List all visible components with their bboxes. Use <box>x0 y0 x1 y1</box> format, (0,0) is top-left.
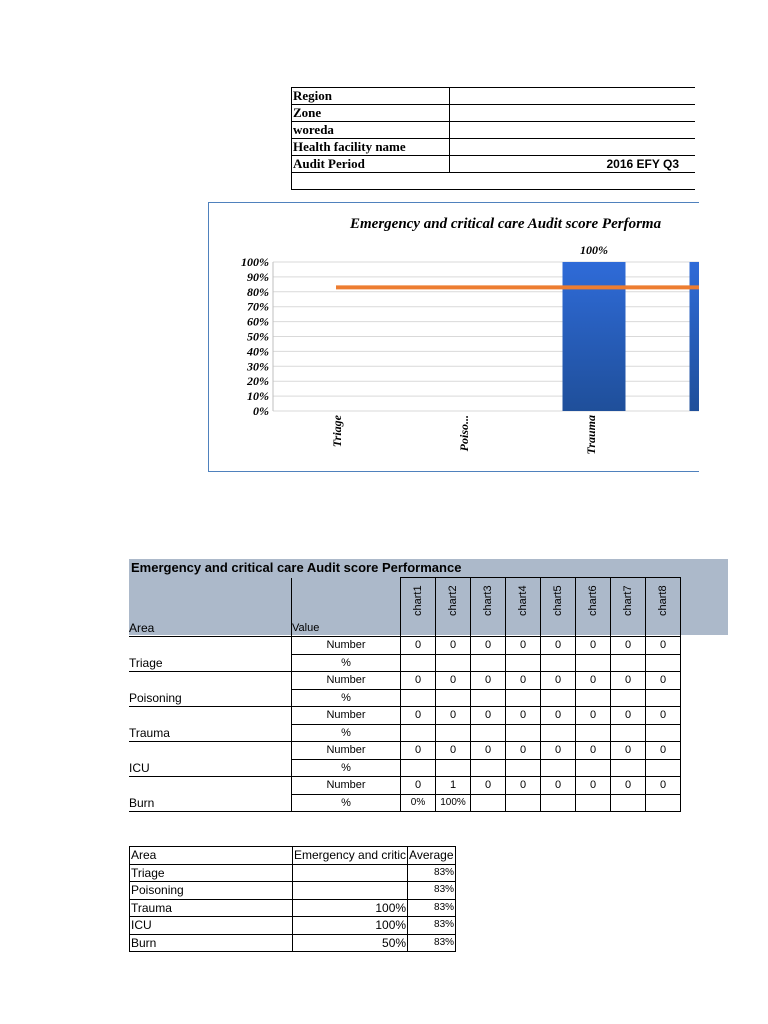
score-pct-cell <box>401 689 436 707</box>
score-pct-cell <box>401 759 436 777</box>
score-pct-cell <box>541 724 576 742</box>
avg-area: Poisoning <box>130 882 293 900</box>
chart-column-label: chart6 <box>587 585 599 616</box>
score-number-cell: 0 <box>541 637 576 655</box>
score-head-chart <box>576 578 611 637</box>
score-pct-cell <box>576 654 611 672</box>
score-pct-cell <box>436 724 471 742</box>
avg-score: 100% <box>293 917 408 935</box>
score-number-cell: 0 <box>436 637 471 655</box>
info-value <box>450 122 696 139</box>
score-number-cell: 0 <box>611 707 646 725</box>
score-number-cell: 0 <box>506 742 541 760</box>
score-pct-cell <box>436 689 471 707</box>
y-tick-label: 20% <box>247 374 269 389</box>
score-number-cell: 0 <box>646 707 681 725</box>
chart-column-label: chart7 <box>622 585 634 616</box>
score-pct-label: % <box>292 654 401 672</box>
score-number-cell: 0 <box>401 742 436 760</box>
score-number-cell: 0 <box>401 707 436 725</box>
score-number-cell: 0 <box>401 672 436 690</box>
score-pct-cell <box>506 724 541 742</box>
score-pct-label: % <box>292 759 401 777</box>
info-blank-cell <box>292 173 696 190</box>
avg-area: Burn <box>130 934 293 952</box>
score-number-cell: 0 <box>576 672 611 690</box>
score-row-number <box>129 637 681 655</box>
score-head-chart <box>541 578 576 637</box>
score-pct-label: % <box>292 724 401 742</box>
avg-header-row <box>130 847 456 865</box>
score-number-label: Number <box>292 777 401 795</box>
avg-head-cell: Average <box>408 847 456 865</box>
score-number-cell: 0 <box>576 707 611 725</box>
score-head-area: Area <box>129 578 292 637</box>
score-pct-label: % <box>292 689 401 707</box>
score-head-chart <box>646 578 681 637</box>
data-label: 100% <box>580 243 608 257</box>
score-pct-cell <box>576 689 611 707</box>
avg-average: 83% <box>408 882 456 900</box>
info-value <box>450 139 696 156</box>
score-row-number <box>129 742 681 760</box>
score-number-cell: 0 <box>506 777 541 795</box>
score-head-value: Value <box>292 578 401 637</box>
score-pct-cell <box>576 759 611 777</box>
score-pct-cell: 0% <box>401 794 436 812</box>
avg-area: Triage <box>130 864 293 882</box>
score-number-cell: 0 <box>471 672 506 690</box>
chart-canvas <box>209 203 699 471</box>
score-number-cell: 0 <box>541 742 576 760</box>
chart-title: Emergency and critical care Audit score Performa <box>350 216 662 232</box>
score-pct-cell <box>506 794 541 812</box>
facility-info-table <box>291 87 695 190</box>
avg-row <box>130 917 456 935</box>
avg-score <box>293 882 408 900</box>
score-pct-cell <box>646 794 681 812</box>
y-tick-label: 90% <box>247 269 269 284</box>
score-pct-cell <box>506 759 541 777</box>
score-pct-cell: 100% <box>436 794 471 812</box>
score-number-cell: 0 <box>506 707 541 725</box>
x-category-label: Triage <box>330 415 344 448</box>
avg-head-cell: Area <box>130 847 293 865</box>
score-pct-cell <box>471 794 506 812</box>
avg-average: 83% <box>408 917 456 935</box>
avg-area: Trauma <box>130 899 293 917</box>
score-number-cell: 0 <box>646 672 681 690</box>
info-blank-row <box>292 173 696 190</box>
y-tick-label: 80% <box>247 284 269 299</box>
score-pct-cell <box>436 654 471 672</box>
score-pct-cell <box>646 759 681 777</box>
score-head-chart <box>401 578 436 637</box>
score-pct-cell <box>401 654 436 672</box>
info-value <box>450 88 696 105</box>
chart-column-label: chart3 <box>482 585 494 616</box>
score-pct-cell <box>646 689 681 707</box>
score-pct-cell <box>541 689 576 707</box>
info-row <box>292 105 696 122</box>
score-pct-cell <box>611 689 646 707</box>
y-tick-label: 10% <box>247 389 269 404</box>
score-area: Trauma <box>129 707 292 742</box>
score-number-cell: 0 <box>646 742 681 760</box>
avg-area: ICU <box>130 917 293 935</box>
score-number-cell: 0 <box>646 637 681 655</box>
x-category-label: Poiso... <box>457 415 471 452</box>
score-number-label: Number <box>292 672 401 690</box>
score-number-label: Number <box>292 707 401 725</box>
score-number-cell: 0 <box>611 742 646 760</box>
info-value <box>450 105 696 122</box>
score-number-cell: 0 <box>436 672 471 690</box>
score-number-cell: 0 <box>471 777 506 795</box>
info-row <box>292 122 696 139</box>
avg-score: 100% <box>293 899 408 917</box>
info-label: woreda <box>292 122 450 139</box>
score-number-cell: 0 <box>541 672 576 690</box>
score-pct-cell <box>541 654 576 672</box>
avg-average: 83% <box>408 899 456 917</box>
score-pct-cell <box>471 759 506 777</box>
score-number-cell: 1 <box>436 777 471 795</box>
score-pct-label: % <box>292 794 401 812</box>
score-number-cell: 0 <box>576 637 611 655</box>
y-tick-label: 60% <box>247 314 269 329</box>
score-area: ICU <box>129 742 292 777</box>
info-label: Zone <box>292 105 450 122</box>
average-table <box>129 846 456 952</box>
score-number-cell: 0 <box>506 672 541 690</box>
score-header-row <box>129 578 681 637</box>
score-pct-cell <box>506 654 541 672</box>
score-number-cell: 0 <box>611 777 646 795</box>
score-number-cell: 0 <box>541 707 576 725</box>
score-number-cell: 0 <box>471 707 506 725</box>
score-number-cell: 0 <box>576 742 611 760</box>
score-table-title: Emergency and critical care Audit score Performance <box>131 560 462 575</box>
chart-column-label: chart2 <box>447 585 459 616</box>
score-number-cell: 0 <box>436 742 471 760</box>
info-row <box>292 88 696 105</box>
score-number-cell: 0 <box>506 637 541 655</box>
info-label: Health facility name <box>292 139 450 156</box>
score-area: Triage <box>129 637 292 672</box>
avg-score <box>293 864 408 882</box>
score-pct-cell <box>541 794 576 812</box>
avg-average: 83% <box>408 934 456 952</box>
y-tick-label: 70% <box>247 299 269 314</box>
score-pct-cell <box>646 724 681 742</box>
score-head-chart <box>611 578 646 637</box>
chart-column-label: chart4 <box>517 585 529 616</box>
chart-column-label: chart5 <box>552 585 564 616</box>
score-area: Burn <box>129 777 292 812</box>
score-pct-cell <box>471 724 506 742</box>
score-number-cell: 0 <box>611 672 646 690</box>
score-number-cell: 0 <box>401 637 436 655</box>
score-number-cell: 0 <box>611 637 646 655</box>
chart-bar <box>563 262 626 411</box>
score-table <box>129 577 681 812</box>
score-head-chart <box>471 578 506 637</box>
avg-row <box>130 882 456 900</box>
score-pct-cell <box>506 689 541 707</box>
avg-row <box>130 934 456 952</box>
score-pct-cell <box>611 759 646 777</box>
y-tick-label: 40% <box>247 344 269 359</box>
chart-bar <box>690 262 700 411</box>
y-tick-label: 30% <box>247 359 269 374</box>
audit-score-chart <box>208 202 699 472</box>
score-number-label: Number <box>292 742 401 760</box>
avg-score: 50% <box>293 934 408 952</box>
score-number-label: Number <box>292 637 401 655</box>
score-row-number <box>129 672 681 690</box>
chart-column-label: chart1 <box>412 585 424 616</box>
score-pct-cell <box>611 654 646 672</box>
score-number-cell: 0 <box>541 777 576 795</box>
score-row-number <box>129 707 681 725</box>
score-number-cell: 0 <box>471 637 506 655</box>
score-number-cell: 0 <box>436 707 471 725</box>
y-tick-label: 100% <box>241 255 269 269</box>
score-number-cell: 0 <box>401 777 436 795</box>
avg-head-cell: Emergency and critic <box>294 848 407 863</box>
info-label: Region <box>292 88 450 105</box>
info-row <box>292 139 696 156</box>
chart-column-label: chart8 <box>657 585 669 616</box>
score-pct-cell <box>541 759 576 777</box>
score-pct-cell <box>576 724 611 742</box>
score-number-cell: 0 <box>471 742 506 760</box>
score-pct-cell <box>611 794 646 812</box>
info-value: 2016 EFY Q3 <box>450 156 696 173</box>
score-pct-cell <box>576 794 611 812</box>
score-head-chart <box>506 578 541 637</box>
info-label: Audit Period <box>292 156 450 173</box>
score-pct-cell <box>401 724 436 742</box>
score-pct-cell <box>611 724 646 742</box>
score-pct-cell <box>646 654 681 672</box>
score-pct-cell <box>471 689 506 707</box>
score-pct-cell <box>471 654 506 672</box>
x-category-label: Trauma <box>584 415 598 455</box>
score-area: Poisoning <box>129 672 292 707</box>
score-number-cell: 0 <box>646 777 681 795</box>
avg-average: 83% <box>408 864 456 882</box>
avg-row <box>130 899 456 917</box>
score-row-number <box>129 777 681 795</box>
avg-row <box>130 864 456 882</box>
score-pct-cell <box>436 759 471 777</box>
score-number-cell: 0 <box>576 777 611 795</box>
info-row <box>292 156 696 173</box>
y-tick-label: 0% <box>253 404 269 418</box>
score-head-chart <box>436 578 471 637</box>
y-tick-label: 50% <box>247 329 269 344</box>
